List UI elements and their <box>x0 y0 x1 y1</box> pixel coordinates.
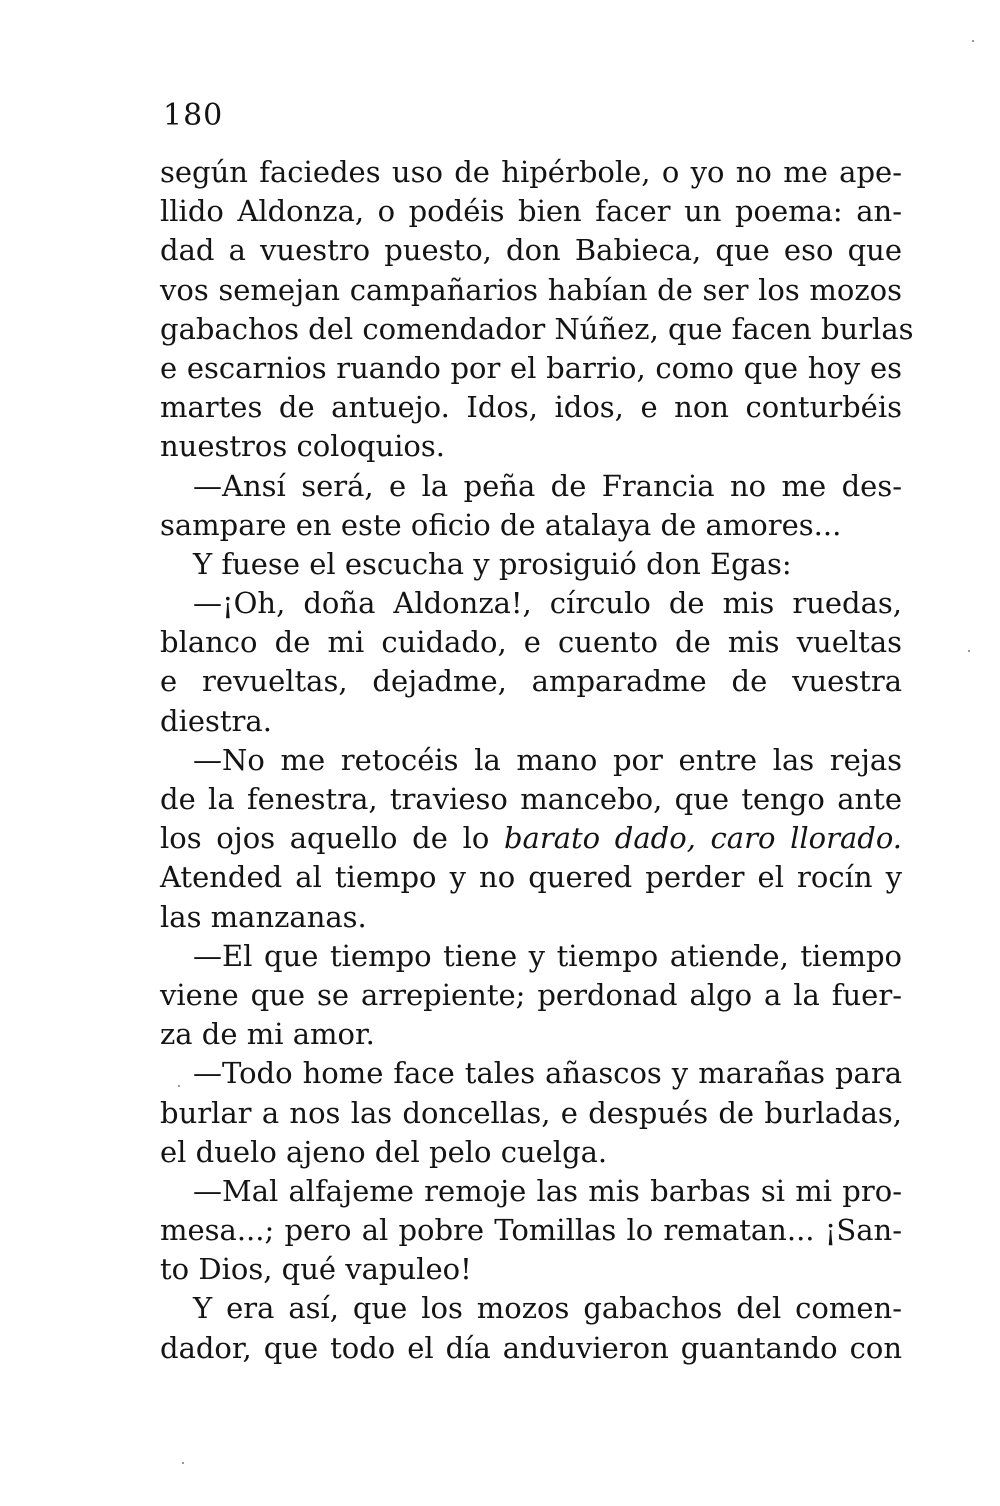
text-line: de la fenestra, travieso mancebo, que tengo ante <box>160 782 902 816</box>
text-line: —Todo home face tales añascos y marañas para <box>193 1056 902 1091</box>
text-line: Y era así, que los mozos gabachos del comen- <box>193 1291 902 1326</box>
text-line: e revueltas, dejadme, amparadme de vuestra <box>160 664 902 699</box>
text-line: martes de antuejo. Idos, idos, e non conturbéis <box>160 390 902 425</box>
text-line: según faciedes uso de hipérbole, o yo no me ape- <box>160 155 902 189</box>
page-number: 180 <box>163 98 224 133</box>
text-line: nuestros coloquios. <box>160 429 445 464</box>
text-line-with-italic <box>160 819 902 858</box>
scan-speck <box>182 1462 184 1464</box>
text-line: diestra. <box>160 703 272 738</box>
text-line: —Mal alfajeme remoje las mis barbas si mi pro- <box>193 1173 902 1208</box>
body-text <box>160 153 914 1368</box>
scan-speck <box>972 40 974 42</box>
text-line: gabachos del comendador Núñez, que facen burlas <box>160 311 914 346</box>
text-line: —No me retocéis la mano por entre las rejas <box>193 742 902 777</box>
scan-speck <box>178 1085 180 1087</box>
text-line: viene que se arrepiente; perdonad algo a la fuer- <box>160 977 902 1012</box>
text-line: dador, que todo el día anduvieron guantando con <box>160 1330 902 1365</box>
italic-phrase: barato dado, caro llorado. <box>503 821 902 856</box>
scan-speck <box>968 650 970 652</box>
text-line: e escarnios ruando por el barrio, como que hoy es <box>160 350 902 385</box>
text-line: —¡Oh, doña Aldonza!, círculo de mis ruedas, <box>193 586 902 621</box>
text-line: —El que tiempo tiene y tiempo atiende, tiempo <box>193 938 902 973</box>
text-line: llido Aldonza, o podéis bien facer un poema: an- <box>160 194 902 229</box>
text-line: sampare en este oficio de atalaya de amores... <box>160 507 842 542</box>
text-segment: los ojos aquello de lo <box>160 821 504 856</box>
text-line: blanco de mi cuidado, e cuento de mis vueltas <box>160 625 902 660</box>
text-line: burlar a nos las doncellas, e después de burladas, <box>160 1095 902 1130</box>
text-line: —Ansí será, e la peña de Francia no me des- <box>193 468 902 503</box>
text-line: Y fuese el escucha y prosiguió don Egas: <box>193 546 792 581</box>
text-line: to Dios, qué vapuleo! <box>160 1252 472 1287</box>
text-line: el duelo ajeno del pelo cuelga. <box>160 1134 608 1169</box>
text-line: las manzanas. <box>160 899 367 934</box>
text-line: dad a vuestro puesto, don Babieca, que eso que <box>160 233 902 268</box>
text-line: Atended al tiempo y no quered perder el rocín y <box>160 860 902 895</box>
text-line: mesa...; pero al pobre Tomillas lo rematan... ¡San- <box>160 1213 902 1248</box>
text-line: za de mi amor. <box>160 1017 375 1052</box>
text-line: vos semejan campañarios habían de ser los mozos <box>160 272 902 307</box>
